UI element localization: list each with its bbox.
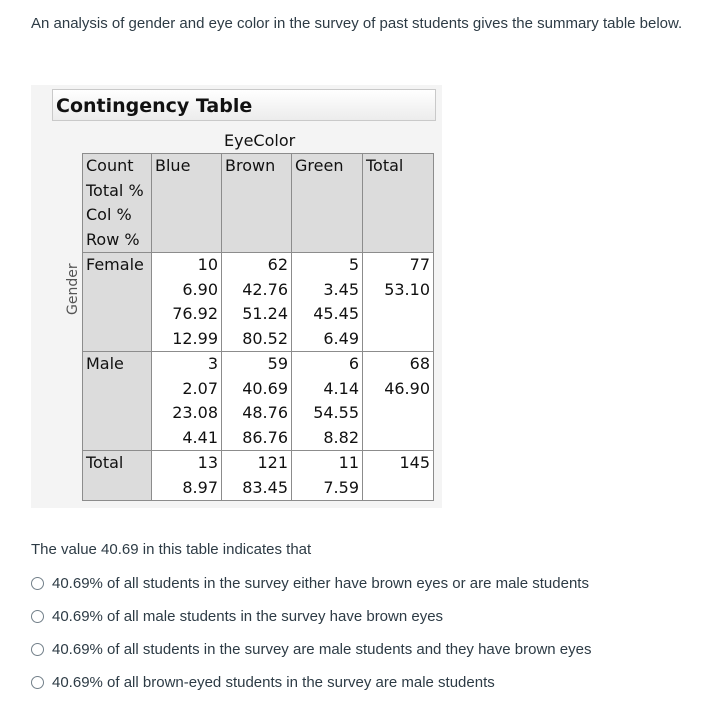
- cell-value: 3.45: [323, 279, 359, 299]
- stat-label-col-pct: Col %: [86, 205, 132, 224]
- cell-value: 76.92: [172, 304, 218, 323]
- cell-value: 6.90: [182, 279, 218, 299]
- cell-value: 6.49: [323, 328, 359, 348]
- answer-option-2[interactable]: [31, 604, 443, 628]
- column-header-brown-label: Brown: [225, 156, 276, 175]
- row-header-total: [83, 451, 152, 501]
- cell-value: 86.76: [242, 427, 288, 447]
- cell-value: 3: [207, 354, 218, 373]
- cell-value: 46.90: [384, 378, 430, 398]
- cell-total-total: [363, 451, 434, 501]
- cell-value: 13: [197, 453, 218, 472]
- intro-text: An analysis of gender and eye color in the survey of past students gives the summary table below.: [31, 15, 683, 32]
- stat-label-total-pct: Total %: [86, 180, 144, 200]
- cell-value: 51.24: [242, 304, 288, 323]
- row-group-label: Gender: [65, 263, 81, 315]
- cell-female-blue: [152, 253, 222, 352]
- cell-value: 5: [348, 255, 359, 274]
- column-header-blue-label: Blue: [155, 156, 191, 175]
- row-header-female: [83, 253, 152, 352]
- cell-total-blue: [152, 451, 222, 501]
- cell-value: 8.82: [323, 427, 359, 447]
- column-header-green-label: Green: [295, 156, 344, 175]
- cell-value: 11: [338, 453, 359, 472]
- radio-button-icon[interactable]: [31, 577, 44, 590]
- cell-value: 6: [348, 354, 359, 373]
- cell-male-green: [292, 352, 363, 451]
- table-row: [83, 253, 434, 352]
- cell-value: 83.45: [242, 477, 288, 497]
- contingency-table: [82, 153, 434, 501]
- cell-value: 45.45: [313, 304, 359, 323]
- cell-female-brown: [222, 253, 292, 352]
- answer-option-4[interactable]: [31, 670, 495, 694]
- cell-value: 4.41: [182, 427, 218, 447]
- cell-male-blue: [152, 352, 222, 451]
- cell-value: 145: [399, 453, 430, 472]
- cell-value: 59: [267, 354, 288, 373]
- column-header-green: [292, 154, 363, 253]
- answer-option-3[interactable]: [31, 637, 592, 661]
- cell-female-green: [292, 253, 363, 352]
- cell-value: 121: [257, 453, 288, 472]
- contingency-table-panel: [31, 85, 442, 508]
- row-header-female-label: Female: [86, 255, 144, 274]
- cell-value: 2.07: [182, 378, 218, 398]
- stat-label-count: Count: [86, 156, 134, 175]
- answer-option-label[interactable]: 40.69% of all students in the survey are male students and they have brown eyes: [52, 640, 592, 658]
- cell-value: 12.99: [172, 328, 218, 348]
- cell-male-brown: [222, 352, 292, 451]
- table-row: [83, 451, 434, 501]
- cell-total-green: [292, 451, 363, 501]
- answer-option-label[interactable]: 40.69% of all students in the survey either have brown eyes or are male students: [52, 574, 589, 592]
- column-header-total-label: Total: [366, 156, 404, 175]
- cell-value: 7.59: [323, 477, 359, 497]
- contingency-table-title[interactable]: Contingency Table: [52, 89, 436, 121]
- cell-value: 62: [267, 255, 288, 274]
- cell-value: 40.69: [242, 378, 288, 398]
- cell-value: 42.76: [242, 279, 288, 299]
- cell-male-total: [363, 352, 434, 451]
- cell-value: 77: [409, 255, 430, 274]
- row-header-total-label: Total: [86, 453, 124, 472]
- row-header-male: [83, 352, 152, 451]
- cell-value: 68: [409, 354, 430, 373]
- cell-value: 10: [197, 255, 218, 274]
- question-text: The value 40.69 in this table indicates that: [31, 541, 312, 558]
- radio-button-icon[interactable]: [31, 676, 44, 689]
- cell-value: 53.10: [384, 279, 430, 299]
- radio-button-icon[interactable]: [31, 643, 44, 656]
- cell-value: 80.52: [242, 328, 288, 348]
- cell-value: 48.76: [242, 403, 288, 422]
- answer-option-label[interactable]: 40.69% of all male students in the survey have brown eyes: [52, 607, 444, 625]
- cell-value: 4.14: [323, 378, 359, 398]
- table-row: [83, 352, 434, 451]
- column-header-total: [363, 154, 434, 253]
- column-header-brown: [222, 154, 292, 253]
- cell-total-brown: [222, 451, 292, 501]
- column-header-blue: [152, 154, 222, 253]
- row-header-male-label: Male: [86, 354, 124, 373]
- cell-value: 54.55: [313, 403, 359, 422]
- header-row: [83, 154, 434, 253]
- stat-label-row-pct: Row %: [86, 229, 140, 249]
- cell-value: 8.97: [182, 477, 218, 497]
- column-group-label: EyeColor: [224, 131, 296, 150]
- cell-value: 23.08: [172, 403, 218, 422]
- radio-button-icon[interactable]: [31, 610, 44, 623]
- stat-legend-cell: [83, 154, 152, 253]
- answer-option-label[interactable]: 40.69% of all brown-eyed students in the survey are male students: [52, 673, 495, 691]
- cell-female-total: [363, 253, 434, 352]
- answer-option-1[interactable]: [31, 571, 589, 595]
